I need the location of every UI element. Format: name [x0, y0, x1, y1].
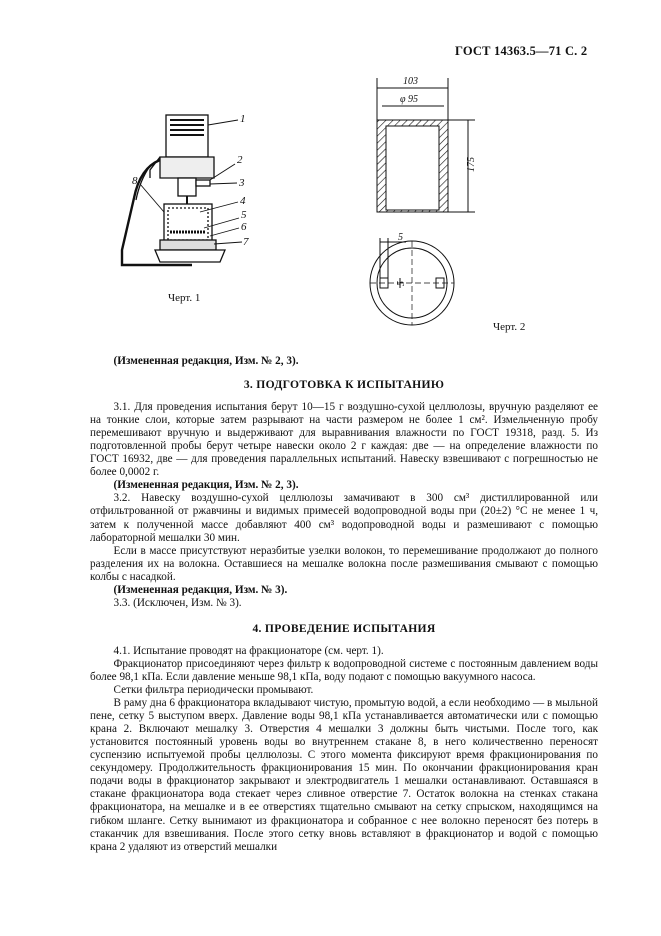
dim-inner: φ 95: [400, 94, 419, 105]
label-3: 3: [239, 177, 245, 189]
body-text: [90, 355, 598, 854]
paragraph-4-1-b: Фракционатор присоединяют через фильтр к водопроводной системе с постоянным давлением воды более 98,1 кПа. Если давление меньше 98,1 кПа, воду подают с помощью вакуумного насоса.: [90, 657, 598, 683]
amendment-note: (Измененная редакция, Изм. № 2, 3).: [113, 355, 299, 367]
fractionator-drawing: [100, 100, 270, 280]
label-6: 6: [241, 221, 247, 233]
amendment-note: (Измененная редакция, Изм. № 2, 3).: [113, 479, 299, 492]
figure-1-caption: Черт. 1: [168, 292, 201, 304]
paragraph-4-1: 4.1. Испытание проводят на фракционаторе (см. черт. 1).: [113, 644, 384, 657]
section-3-heading: 3. ПОДГОТОВКА К ИСПЫТАНИЮ: [243, 378, 445, 392]
section-4-heading: 4. ПРОВЕДЕНИЕ ИСПЫТАНИЯ: [252, 621, 436, 635]
dim-slot-height: 5: [396, 281, 407, 286]
paragraph-3-3: 3.3. (Исключен, Изм. № 3).: [113, 596, 242, 609]
label-1: 1: [240, 113, 246, 125]
paragraph-4-1-d: В раму дна 6 фракционатора вкладывают чистую, промытую водой, а если необходимо — в мыльной пене, сетку 5 выступом вверх. Давление воды 98,1 кПа устанавливается автоматически или с помощью крана 2. Включают мешалку 3. Отверстия 4 мешалки 3 должны быть чистыми. После того, как установится постоянный уровень воды во внутреннем стакане 8, в него количественно переносят суспензию испытуемой пробы целлюлозы. С этого момента фиксируют время фракционирования по секундомеру. Продолжительность фракционирования 15 мин. По окончании фракционирования кран подачи воды в фракционатор закрывают и электродвигатель 1 мешалки останавливают. Оставшаяся в стакане фракционатора вода стекает через сливное отверстие 7. Остаток волокна на стенках стакана фракционатора, на мешалке и в ее отверстиях тщательно смывают на сетку спрыском, находящимся на гибком шланге. Сетку вынимают из фракционатора и собранное с нее волокно переносят без потерь в стаканчик для взвешивания. После этого сетку вновь вставляют в фракционатор и водой с помощью крана 2 удаляют из отверстий мешалки: [90, 697, 598, 853]
amendment-note: (Измененная редакция, Изм. № 3).: [113, 583, 288, 596]
page-header: ГОСТ 14363.5—71 С. 2: [455, 44, 588, 58]
label-2: 2: [237, 154, 243, 166]
label-8: 8: [132, 175, 138, 187]
dim-slot-width: 5: [398, 232, 403, 243]
label-5: 5: [241, 209, 247, 221]
paragraph-3-1: 3.1. Для проведения испытания берут 10—15 г воздушно-сухой целлюлозы, вручную разделяют ее на тонкие слои, которые затем разрывают на части размером не более 1 см². Измельченную пробу перемешивают вручную и выдерживают для выравнивания влажности по ГОСТ 19318, разд. 5. Из подготовленной пробы берут четыре навески около 2 г каждая: две — на определение влажности по ГОСТ 16932, две — для проведения параллельных испытаний. Навеску взвешивают с погрешностью не более 0,0002 г.: [90, 401, 598, 479]
dim-outer: 103: [403, 76, 418, 87]
paragraph-3-2: 3.2. Навеску воздушно-сухой целлюлозы замачивают в 300 см³ дистиллированной или отфильтрованной от ржавчины и видимых примесей водопроводной воды при (20±2) °С не менее 1 ч, затем к полученной массе добавляют 400 см³ водопроводной воды и размешивают с помощью лабораторной мешалки 30 мин.: [90, 492, 598, 544]
paragraph-3-2-cont: Если в массе присутствуют неразбитые узелки волокон, то перемешивание продолжают до полного разделения их на волокна. Оставшиеся на мешалке волокна после размешивания смывают с помощью колбы с насадкой.: [90, 544, 598, 583]
label-7: 7: [243, 236, 249, 248]
cylinder-drawing: [360, 68, 510, 340]
figure-2-caption: Черт. 2: [493, 321, 526, 333]
label-4: 4: [240, 195, 246, 207]
paragraph-4-1-c: Сетки фильтра периодически промывают.: [113, 684, 314, 697]
dim-height: 175: [466, 157, 477, 172]
